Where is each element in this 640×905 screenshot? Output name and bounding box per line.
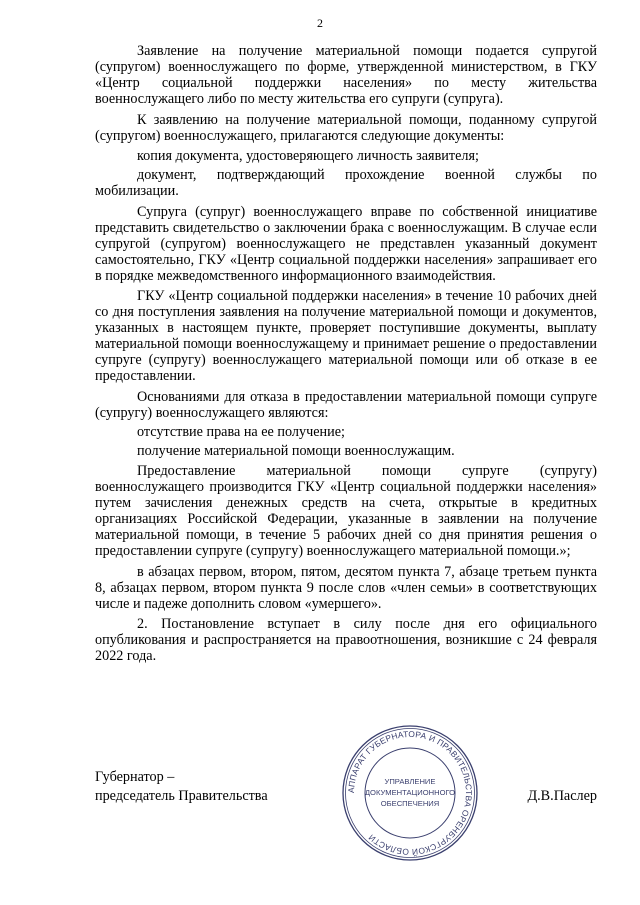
list-item-identity-copy: копия документа, удостоверяющего личность заявителя; [137,148,479,164]
list-item-no-right: отсутствие права на ее получение; [137,423,345,440]
list-item-already-received: получение материальной помощи военнослужащим. [137,442,455,459]
paragraph-entry-into-force: 2. Постановление вступает в силу после дня его официального опубликования и распространяется на правоотношения, возникшие с 24 февраля 2022 года. [95,616,597,664]
paragraph-attached-documents: К заявлению на получение материальной помощи, поданному супругой (супругом) военнослужащего, прилагаются следующие документы: [95,111,597,144]
document-body [95,43,597,669]
paragraph-application-submission: Заявление на получение материальной помощи подается супругой (супругом) военнослужащего по форме, утвержденной министерством, в ГКУ «Центр социальной поддержки населения» по месту жительства военнослужащего либо по месту жительства его супруги (супруга). [95,43,597,107]
seal-center-line1: УПРАВЛЕНИЕ [384,777,436,786]
list-item-service-document: документ, подтверждающий прохождение военной службы по мобилизации. [95,167,597,199]
signatory-position [95,768,355,806]
seal-center-line3: ОБЕСПЕЧЕНИЯ [380,799,440,808]
page-number: 2 [317,16,323,30]
paragraph-amendment: в абзацах первом, втором, пятом, десятом пункта 7, абзаце третьем пункта 8, абзацах первом, втором пункта 9 после слов «член семьи» в соответствующих числе и падеже дополнить словом «умершего». [95,563,597,612]
signatory-position-line1: Губернатор – [95,769,175,785]
paragraph-payment-procedure: Предоставление материальной помощи супруге (супругу) военнослужащего производится ГКУ «Центр социальной поддержки населения» путем зачисления денежных средств на счета, открытые в кредитных организациях Российской Федерации, указанные в заявлении на получение материальной помощи, в течение 5 рабочих дней со дня принятия решения о предоставлении супруге (супругу) военнослужащего материальной помощи.»; [95,463,597,559]
paragraph-refusal-grounds: Основаниями для отказа в предоставлении материальной помощи супруге (супругу) военнослужащего являются: [95,388,597,421]
seal-center-line2: ДОКУМЕНТАЦИОННОГО [364,788,456,797]
seal-ring-text: АППАРАТ ГУБЕРНАТОРА И ПРАВИТЕЛЬСТВА ОРЕНБУРГСКОЙ ОБЛАСТИ [345,728,475,858]
paragraph-review-period: ГКУ «Центр социальной поддержки населения» в течение 10 рабочих дней со дня поступления заявления на получение материальной помощи и документов, указанных в настоящем пункте, проверяет поступившие документы, выплату материальной помощи военнослужащему и принимает решение о предоставлении супруге (супругу) военнослужащего материальной помощи или об отказе в ее предоставлении. [95,288,597,384]
signatory-position-line2: председатель Правительства [95,788,268,804]
official-seal [340,723,480,863]
signatory-name: Д.В.Паслер [527,788,597,804]
paragraph-marriage-certificate: Супруга (супруг) военнослужащего вправе по собственной инициативе представить свидетельство о заключении брака с военнослужащим. В случае если супругой (супругом) военнослужащего не представлен указанный документ самостоятельно, ГКУ «Центр социальной поддержки населения» запрашивает его в порядке межведомственного информационного взаимодействия. [95,203,597,284]
